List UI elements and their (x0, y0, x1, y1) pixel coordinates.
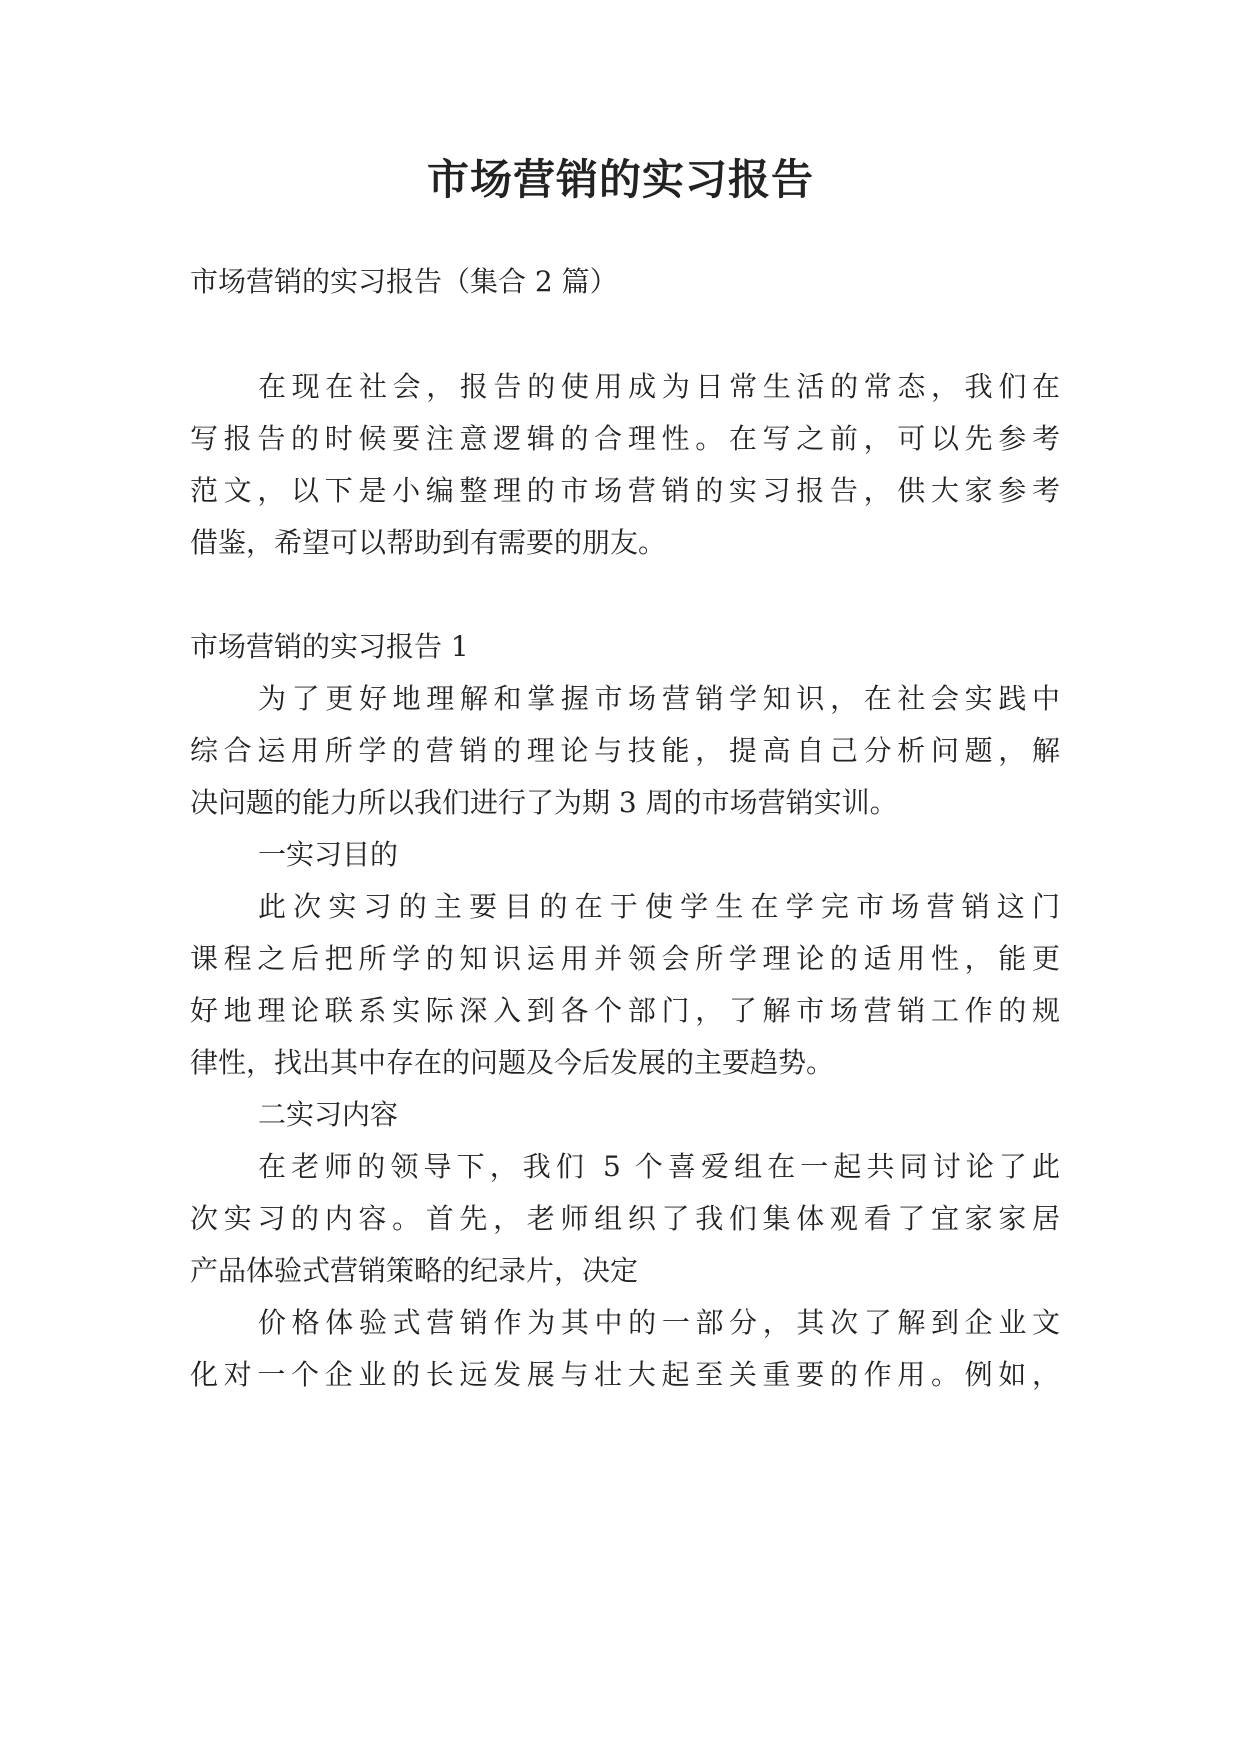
intro-line-1: 在现在社会，报告的使用成为日常生活的常态，我们在 (258, 370, 1060, 403)
document-subtitle: 市场营销的实习报告（集合 2 篇） (190, 265, 618, 298)
intro-line-3: 范文，以下是小编整理的市场营销的实习报告，供大家参考 (190, 474, 1060, 507)
content-line-1: 在老师的领导下，我们 5 个喜爱组在一起共同讨论了此 (258, 1150, 1060, 1183)
goal-line-1: 此次实习的主要目的在于使学生在学完市场营销这门 (258, 890, 1060, 923)
intro-line-2: 写报告的时候要注意逻辑的合理性。在写之前，可以先参考 (190, 422, 1060, 455)
intro-line-4: 借鉴，希望可以帮助到有需要的朋友。 (190, 526, 667, 559)
last-line-1: 价格体验式营销作为其中的一部分，其次了解到企业文 (258, 1306, 1060, 1339)
goal-heading: 一实习目的 (258, 838, 399, 871)
content-line-3: 产品体验式营销策略的纪录片，决定 (190, 1254, 639, 1287)
content-heading: 二实习内容 (258, 1098, 399, 1131)
goal-line-2: 课程之后把所学的知识运用并领会所学理论的适用性，能更 (190, 942, 1060, 975)
content-line-2: 次实习的内容。首先，老师组织了我们集体观看了宜家家居 (190, 1202, 1060, 1235)
para1-line-2: 综合运用所学的营销的理论与技能，提高自己分析问题，解 (190, 734, 1060, 767)
goal-line-3: 好地理论联系实际深入到各个部门，了解市场营销工作的规 (190, 994, 1060, 1027)
document-title: 市场营销的实习报告 (426, 155, 814, 204)
section-heading: 市场营销的实习报告 1 (190, 630, 469, 663)
para1-line-3: 决问题的能力所以我们进行了为期 3 周的市场营销实训。 (190, 786, 898, 819)
para1-line-1: 为了更好地理解和掌握市场营销学知识，在社会实践中 (258, 682, 1060, 715)
last-line-2: 化对一个企业的长远发展与壮大起至关重要的作用。例如， (190, 1358, 1060, 1391)
goal-line-4: 律性，找出其中存在的问题及今后发展的主要趋势。 (190, 1046, 835, 1079)
